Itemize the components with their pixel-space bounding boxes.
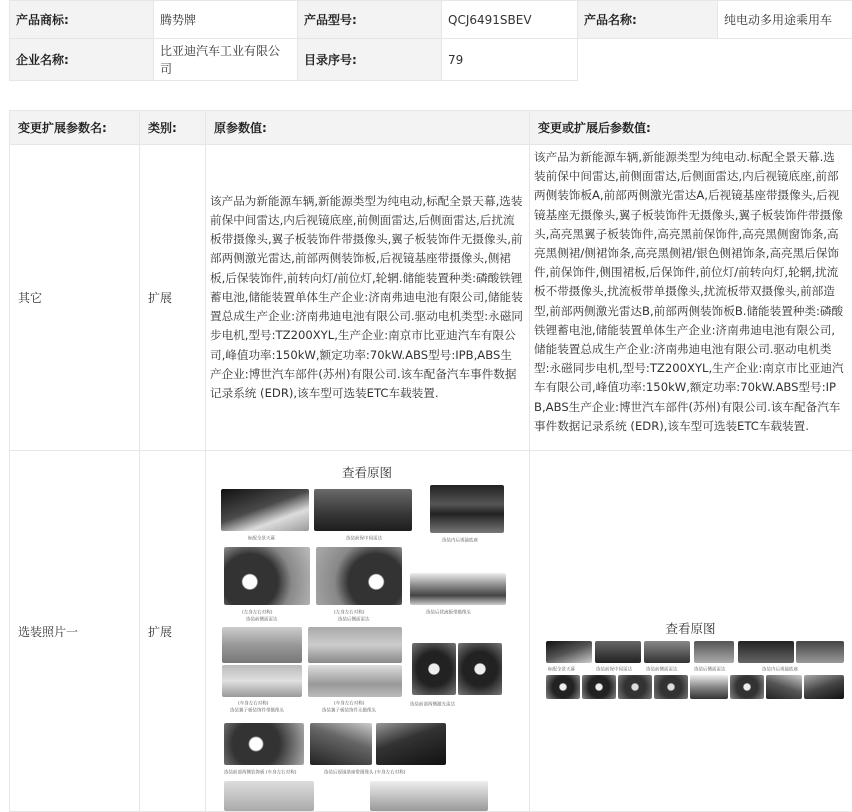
view-original-link[interactable]: 查看原图 (530, 619, 851, 637)
table-row (10, 451, 852, 812)
car-photo (224, 723, 304, 765)
car-photo (618, 675, 652, 699)
car-photo (654, 675, 688, 699)
photo-caption: 选装后视镜基座带摄像头 (车身左右对称) (324, 769, 405, 775)
car-photo (582, 675, 616, 699)
photo-caption: 选装前部两侧激光雷达 (410, 701, 455, 707)
photo-caption: 选装翼子板装饰件无摄像头 (322, 707, 376, 713)
car-photo (458, 643, 502, 695)
photo-caption: 标配全景天幕 (248, 535, 275, 541)
row-param-type: 扩展 (140, 451, 206, 812)
photo-caption: (车身左右对称) (238, 700, 269, 706)
car-photo (316, 547, 402, 605)
model-value: QCJ6491SBEV (442, 1, 578, 39)
car-photo (314, 489, 412, 531)
car-photo (221, 489, 309, 531)
col-header-new: 变更或扩展后参数值: (530, 111, 852, 145)
car-photo (595, 641, 641, 663)
info-row-1 (10, 1, 852, 39)
car-photo (546, 641, 592, 663)
car-photo (644, 641, 690, 663)
car-photo (224, 547, 310, 605)
product-name-value: 纯电动多用途乘用车 (718, 1, 852, 39)
car-photo (310, 723, 372, 765)
product-name-label: 产品名称: (578, 1, 718, 39)
old-photo-cell (206, 451, 530, 812)
photo-caption: 选装前侧面雷达 (646, 666, 678, 672)
brand-label: 产品商标: (10, 1, 154, 39)
photo-caption: 选装内后视镜底座 (762, 666, 798, 672)
car-photo (690, 675, 728, 699)
empty-cell (578, 39, 852, 81)
col-header-old: 原参数值: (206, 111, 530, 145)
car-photo (370, 781, 488, 811)
car-photo (730, 675, 764, 699)
car-photo (766, 675, 802, 699)
photo-caption: 选装翼子板装饰件带摄像头 (230, 707, 284, 713)
col-header-type: 类别: (140, 111, 206, 145)
car-photo (222, 665, 302, 697)
parameter-change-table (9, 110, 852, 812)
photo-caption: (左身左右对称) (242, 609, 273, 615)
car-photo (222, 627, 302, 663)
car-photo (376, 723, 446, 765)
view-original-link[interactable]: 查看原图 (206, 463, 528, 481)
product-info-table (9, 0, 852, 81)
model-label: 产品型号: (298, 1, 442, 39)
photo-caption: 选装前侧面雷达 (246, 616, 278, 622)
photo-caption: 选装后侧面雷达 (694, 666, 726, 672)
photo-caption: 选装后侧面雷达 (338, 616, 370, 622)
new-photo-cell (530, 451, 852, 812)
table-row (10, 145, 852, 451)
photo-caption: 选装前保中间雷达 (346, 535, 382, 541)
col-header-name: 变更扩展参数名: (10, 111, 140, 145)
photo-caption: 标配全景天幕 (548, 666, 575, 672)
car-photo (308, 627, 402, 663)
company-value: 比亚迪汽车工业有限公司 (154, 39, 298, 81)
car-photo (546, 675, 580, 699)
photo-caption: 选装内后视镜底座 (442, 537, 478, 543)
photo-caption: 选装后扰流板带摄像头 (426, 609, 471, 615)
car-photo (804, 675, 844, 699)
photo-caption: 选装前部两侧装饰板 (车身左右对称) (224, 769, 296, 775)
row-param-name: 其它 (10, 145, 140, 451)
car-photo (410, 573, 506, 605)
catalog-label: 目录序号: (298, 39, 442, 81)
car-photo (694, 641, 734, 663)
car-photo (738, 641, 794, 663)
car-photo (430, 485, 504, 533)
brand-value: 腾势牌 (154, 1, 298, 39)
car-photo (308, 665, 402, 697)
table-header-row (10, 111, 852, 145)
row-param-name: 选装照片一 (10, 451, 140, 812)
car-photo (224, 781, 314, 811)
photo-caption: (左身左右对称) (334, 609, 365, 615)
car-photo (412, 643, 456, 695)
row-old-value: 该产品为新能源车辆,新能源类型为纯电动,标配全景天幕,选装前保中间雷达,内后视镜底座,前侧面雷达,后侧面雷达,后扰流板带摄像头,翼子板装饰件带摄像头,翼子板装饰件无摄像头,前部两侧激光雷达,前部两侧装饰板,后视镜基座带摄像头,侧裙板,后保装饰件,前转向灯/前位灯,轮辋.储能装置种类:磷酸铁锂蓄电池,储能装置单体生产企业:济南弗迪电池有限公司,储能装置总成生产企业:济南弗迪电池有限公司.驱动电机类型:永磁同步电机,型号:TZ200XYL,生产企业:南京市比亚迪汽车有限公司,峰值功率:150kW,额定功率:70kW.ABS型号:IPB,ABS生产企业:博世汽车部件(苏州)有限公司.该车配备汽车事件数据记录系统 (EDR),该车型可选装ETC车载装置. (206, 145, 530, 451)
car-photo (796, 641, 844, 663)
row-param-type: 扩展 (140, 145, 206, 451)
photo-caption: (车身左右对称) (334, 700, 365, 706)
company-label: 企业名称: (10, 39, 154, 81)
catalog-value: 79 (442, 39, 578, 81)
info-row-2 (10, 39, 852, 81)
photo-caption: 选装前保中间雷达 (596, 666, 632, 672)
row-new-value: 该产品为新能源车辆,新能源类型为纯电动.标配全景天幕.选装前保中间雷达,前侧面雷达,后侧面雷达,内后视镜底座,前部两侧装饰板A,前部两侧激光雷达A,后视镜基座带摄像头,后视镜基座无摄像头,翼子板装饰件无摄像头,翼子板装饰件带摄像头,高亮黑翼子板装饰件,高亮黑前保饰件,高亮黑侧窗饰条,高亮黑侧裙/侧裙饰条,高亮黑侧裙/银色侧裙饰条,高亮黑后保饰件,前保饰件,侧围裙板,后保饰件,前位灯/前转向灯,轮辋,扰流板不带摄像头,扰流板带单摄像头,扰流板带双摄像头,前部造型,前部两侧激光雷达B,前部两侧装饰板B.储能装置种类:磷酸铁锂蓄电池,储能装置单体生产企业:济南弗迪电池有限公司,储能装置总成生产企业:济南弗迪电池有限公司.驱动电机类型:永磁同步电机,型号:TZ200XYL,生产企业:南京市比亚迪汽车有限公司,峰值功率:150kW,额定功率:70kW.ABS型号:IPB,ABS生产企业:博世汽车部件(苏州)有限公司.该车配备汽车事件数据记录系统 (EDR),该车型可选装ETC车载装置. (530, 145, 852, 451)
